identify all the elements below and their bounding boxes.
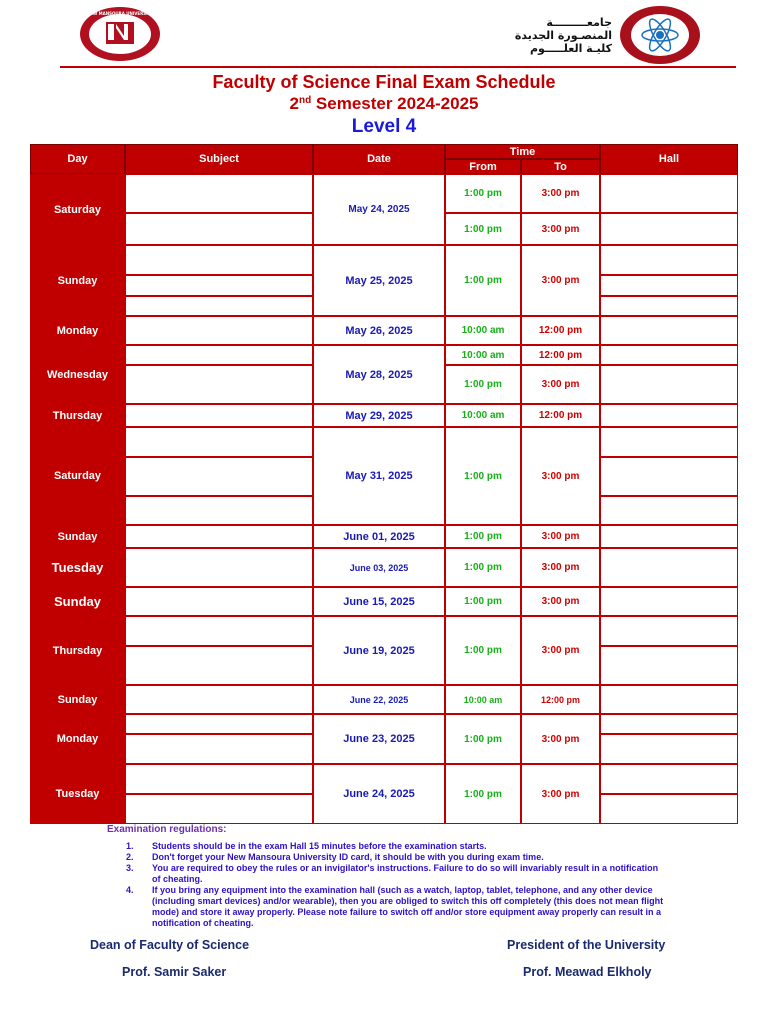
day-cell: Monday — [30, 714, 125, 764]
header-day: Day — [30, 144, 125, 174]
hall-cell — [600, 496, 738, 525]
time-to-cell: 12:00 pm — [521, 685, 600, 714]
subject-cell — [125, 616, 313, 646]
semester-number: 2 — [289, 94, 299, 113]
day-cell: Tuesday — [30, 764, 125, 824]
header-time-to: To — [521, 159, 600, 174]
time-from-cell: 1:00 pm — [445, 548, 521, 587]
time-to-cell: 12:00 pm — [521, 345, 600, 365]
day-cell: Tuesday — [30, 548, 125, 587]
regulation-text: Students should be in the exam Hall 15 minutes before the examination starts. — [152, 841, 487, 851]
regulation-item — [126, 885, 666, 929]
hall-cell — [600, 427, 738, 457]
time-from-cell: 10:00 am — [445, 685, 521, 714]
hall-cell — [600, 548, 738, 587]
regulation-text: You are required to obey the rules or an invigilator's instructions. Failure to do so will invariably result in a notification of cheating. — [152, 863, 659, 884]
subject-cell — [125, 296, 313, 316]
date-cell: May 26, 2025 — [313, 316, 445, 345]
hall-cell — [600, 587, 738, 616]
day-cell: Wednesday — [30, 345, 125, 404]
arabic-line-faculty: كليـة العلـــــوم — [530, 42, 612, 55]
date-cell: June 19, 2025 — [313, 616, 445, 685]
subject-cell — [125, 525, 313, 548]
regulation-item — [126, 863, 666, 885]
header-time: Time — [445, 144, 600, 159]
subject-cell — [125, 794, 313, 824]
regulation-item — [126, 841, 666, 852]
subject-cell — [125, 365, 313, 404]
time-from-cell: 1:00 pm — [445, 213, 521, 245]
subject-cell — [125, 734, 313, 764]
time-from-cell: 1:00 pm — [445, 764, 521, 824]
subject-cell — [125, 213, 313, 245]
arabic-line-university: جامعـــــــــة — [546, 16, 612, 29]
hall-cell — [600, 245, 738, 275]
faculty-of-science-logo — [618, 5, 702, 65]
time-from-cell: 1:00 pm — [445, 616, 521, 685]
time-to-cell: 3:00 pm — [521, 714, 600, 764]
dean-title: Dean of Faculty of Science — [90, 938, 250, 952]
time-to-cell: 3:00 pm — [521, 245, 600, 316]
subject-cell — [125, 587, 313, 616]
arabic-line-new-mansoura: المنصـورة الجديدة — [514, 29, 612, 42]
time-to-cell: 3:00 pm — [521, 548, 600, 587]
time-to-cell: 3:00 pm — [521, 764, 600, 824]
president-name: Prof. Meawad Elkholy — [523, 965, 652, 979]
time-to-cell: 3:00 pm — [521, 587, 600, 616]
date-cell: June 23, 2025 — [313, 714, 445, 764]
semester-text: Semester 2024-2025 — [311, 94, 479, 113]
day-cell: Saturday — [30, 174, 125, 245]
faculty-arabic-name — [515, 16, 612, 55]
time-from-cell: 1:00 pm — [445, 365, 521, 404]
date-cell: May 24, 2025 — [313, 174, 445, 245]
day-cell: Sunday — [30, 245, 125, 316]
subject-cell — [125, 646, 313, 685]
schedule-title: Faculty of Science Final Exam Schedule — [212, 72, 556, 92]
hall-cell — [600, 296, 738, 316]
subject-cell — [125, 345, 313, 365]
time-from-cell: 10:00 am — [445, 345, 521, 365]
hall-cell — [600, 685, 738, 714]
time-to-cell: 3:00 pm — [521, 525, 600, 548]
hall-cell — [600, 616, 738, 646]
day-cell: Thursday — [30, 404, 125, 427]
date-cell: June 22, 2025 — [313, 685, 445, 714]
regulations-list — [126, 841, 666, 929]
president-title: President of the University — [507, 938, 666, 952]
date-cell: June 15, 2025 — [313, 587, 445, 616]
date-cell: June 03, 2025 — [313, 548, 445, 587]
regulation-number: 2. — [126, 852, 134, 862]
header-time-from: From — [445, 159, 521, 174]
hall-cell — [600, 404, 738, 427]
hall-cell — [600, 714, 738, 734]
time-to-cell: 3:00 pm — [521, 174, 600, 213]
date-cell: May 28, 2025 — [313, 345, 445, 404]
header-subject: Subject — [125, 144, 313, 174]
time-from-cell: 1:00 pm — [445, 174, 521, 213]
header-hall: Hall — [600, 144, 738, 174]
subject-cell — [125, 427, 313, 457]
time-to-cell: 12:00 pm — [521, 316, 600, 345]
subject-cell — [125, 496, 313, 525]
hall-cell — [600, 525, 738, 548]
hall-cell — [600, 734, 738, 764]
hall-cell — [600, 316, 738, 345]
date-cell: May 29, 2025 — [313, 404, 445, 427]
regulation-item — [126, 852, 666, 863]
svg-text:NEW MANSOURA UNIVERSITY: NEW MANSOURA UNIVERSITY — [86, 11, 154, 16]
time-to-cell: 3:00 pm — [521, 365, 600, 404]
hall-cell — [600, 345, 738, 365]
hall-cell — [600, 275, 738, 296]
time-from-cell: 1:00 pm — [445, 525, 521, 548]
date-cell: June 24, 2025 — [313, 764, 445, 824]
subject-cell — [125, 316, 313, 345]
hall-cell — [600, 174, 738, 213]
time-to-cell: 12:00 pm — [521, 404, 600, 427]
dean-name: Prof. Samir Saker — [122, 965, 227, 979]
subject-cell — [125, 764, 313, 794]
hall-cell — [600, 457, 738, 496]
date-cell: June 01, 2025 — [313, 525, 445, 548]
header-date: Date — [313, 144, 445, 174]
time-to-cell: 3:00 pm — [521, 616, 600, 685]
date-cell: May 25, 2025 — [313, 245, 445, 316]
subject-cell — [125, 457, 313, 496]
regulation-number: 1. — [126, 841, 134, 851]
time-from-cell: 1:00 pm — [445, 245, 521, 316]
date-cell: May 31, 2025 — [313, 427, 445, 525]
subject-cell — [125, 174, 313, 213]
time-from-cell: 1:00 pm — [445, 587, 521, 616]
time-from-cell: 10:00 am — [445, 404, 521, 427]
hall-cell — [600, 646, 738, 685]
subject-cell — [125, 685, 313, 714]
level-title: Level 4 — [351, 116, 417, 137]
hall-cell — [600, 794, 738, 824]
regulation-number: 4. — [126, 885, 134, 895]
regulations-title: Examination regulations: — [107, 824, 227, 835]
regulation-text: Don't forget your New Mansoura University ID card, it should be with you during exam time. — [152, 852, 544, 862]
time-to-cell: 3:00 pm — [521, 213, 600, 245]
day-cell: Sunday — [30, 525, 125, 548]
day-cell: Sunday — [30, 685, 125, 714]
time-to-cell: 3:00 pm — [521, 427, 600, 525]
subject-cell — [125, 275, 313, 296]
regulation-number: 3. — [126, 863, 134, 873]
hall-cell — [600, 365, 738, 404]
hall-cell — [600, 213, 738, 245]
header-divider — [60, 66, 736, 68]
subject-cell — [125, 548, 313, 587]
semester-suffix: nd — [298, 95, 312, 106]
day-cell: Thursday — [30, 616, 125, 685]
new-mansoura-university-logo — [78, 6, 162, 62]
day-cell: Monday — [30, 316, 125, 345]
regulation-text: If you bring any equipment into the examination hall (such as a watch, laptop, tablet, telephone, and any other device (including smart devices) and/or wearable), then you are obliged to switch this off completely (this does not mean flight mode) and store it away properly. Please note failure to switch off and/or store equipment away properly can result in a notification of cheating. — [152, 885, 664, 928]
subject-cell — [125, 404, 313, 427]
time-from-cell: 1:00 pm — [445, 714, 521, 764]
day-cell: Sunday — [30, 587, 125, 616]
day-cell: Saturday — [30, 427, 125, 525]
exam-schedule-table — [30, 144, 738, 824]
subject-cell — [125, 714, 313, 734]
time-from-cell: 10:00 am — [445, 316, 521, 345]
subject-cell — [125, 245, 313, 275]
semester-title — [0, 94, 768, 114]
hall-cell — [600, 764, 738, 794]
time-from-cell: 1:00 pm — [445, 427, 521, 525]
